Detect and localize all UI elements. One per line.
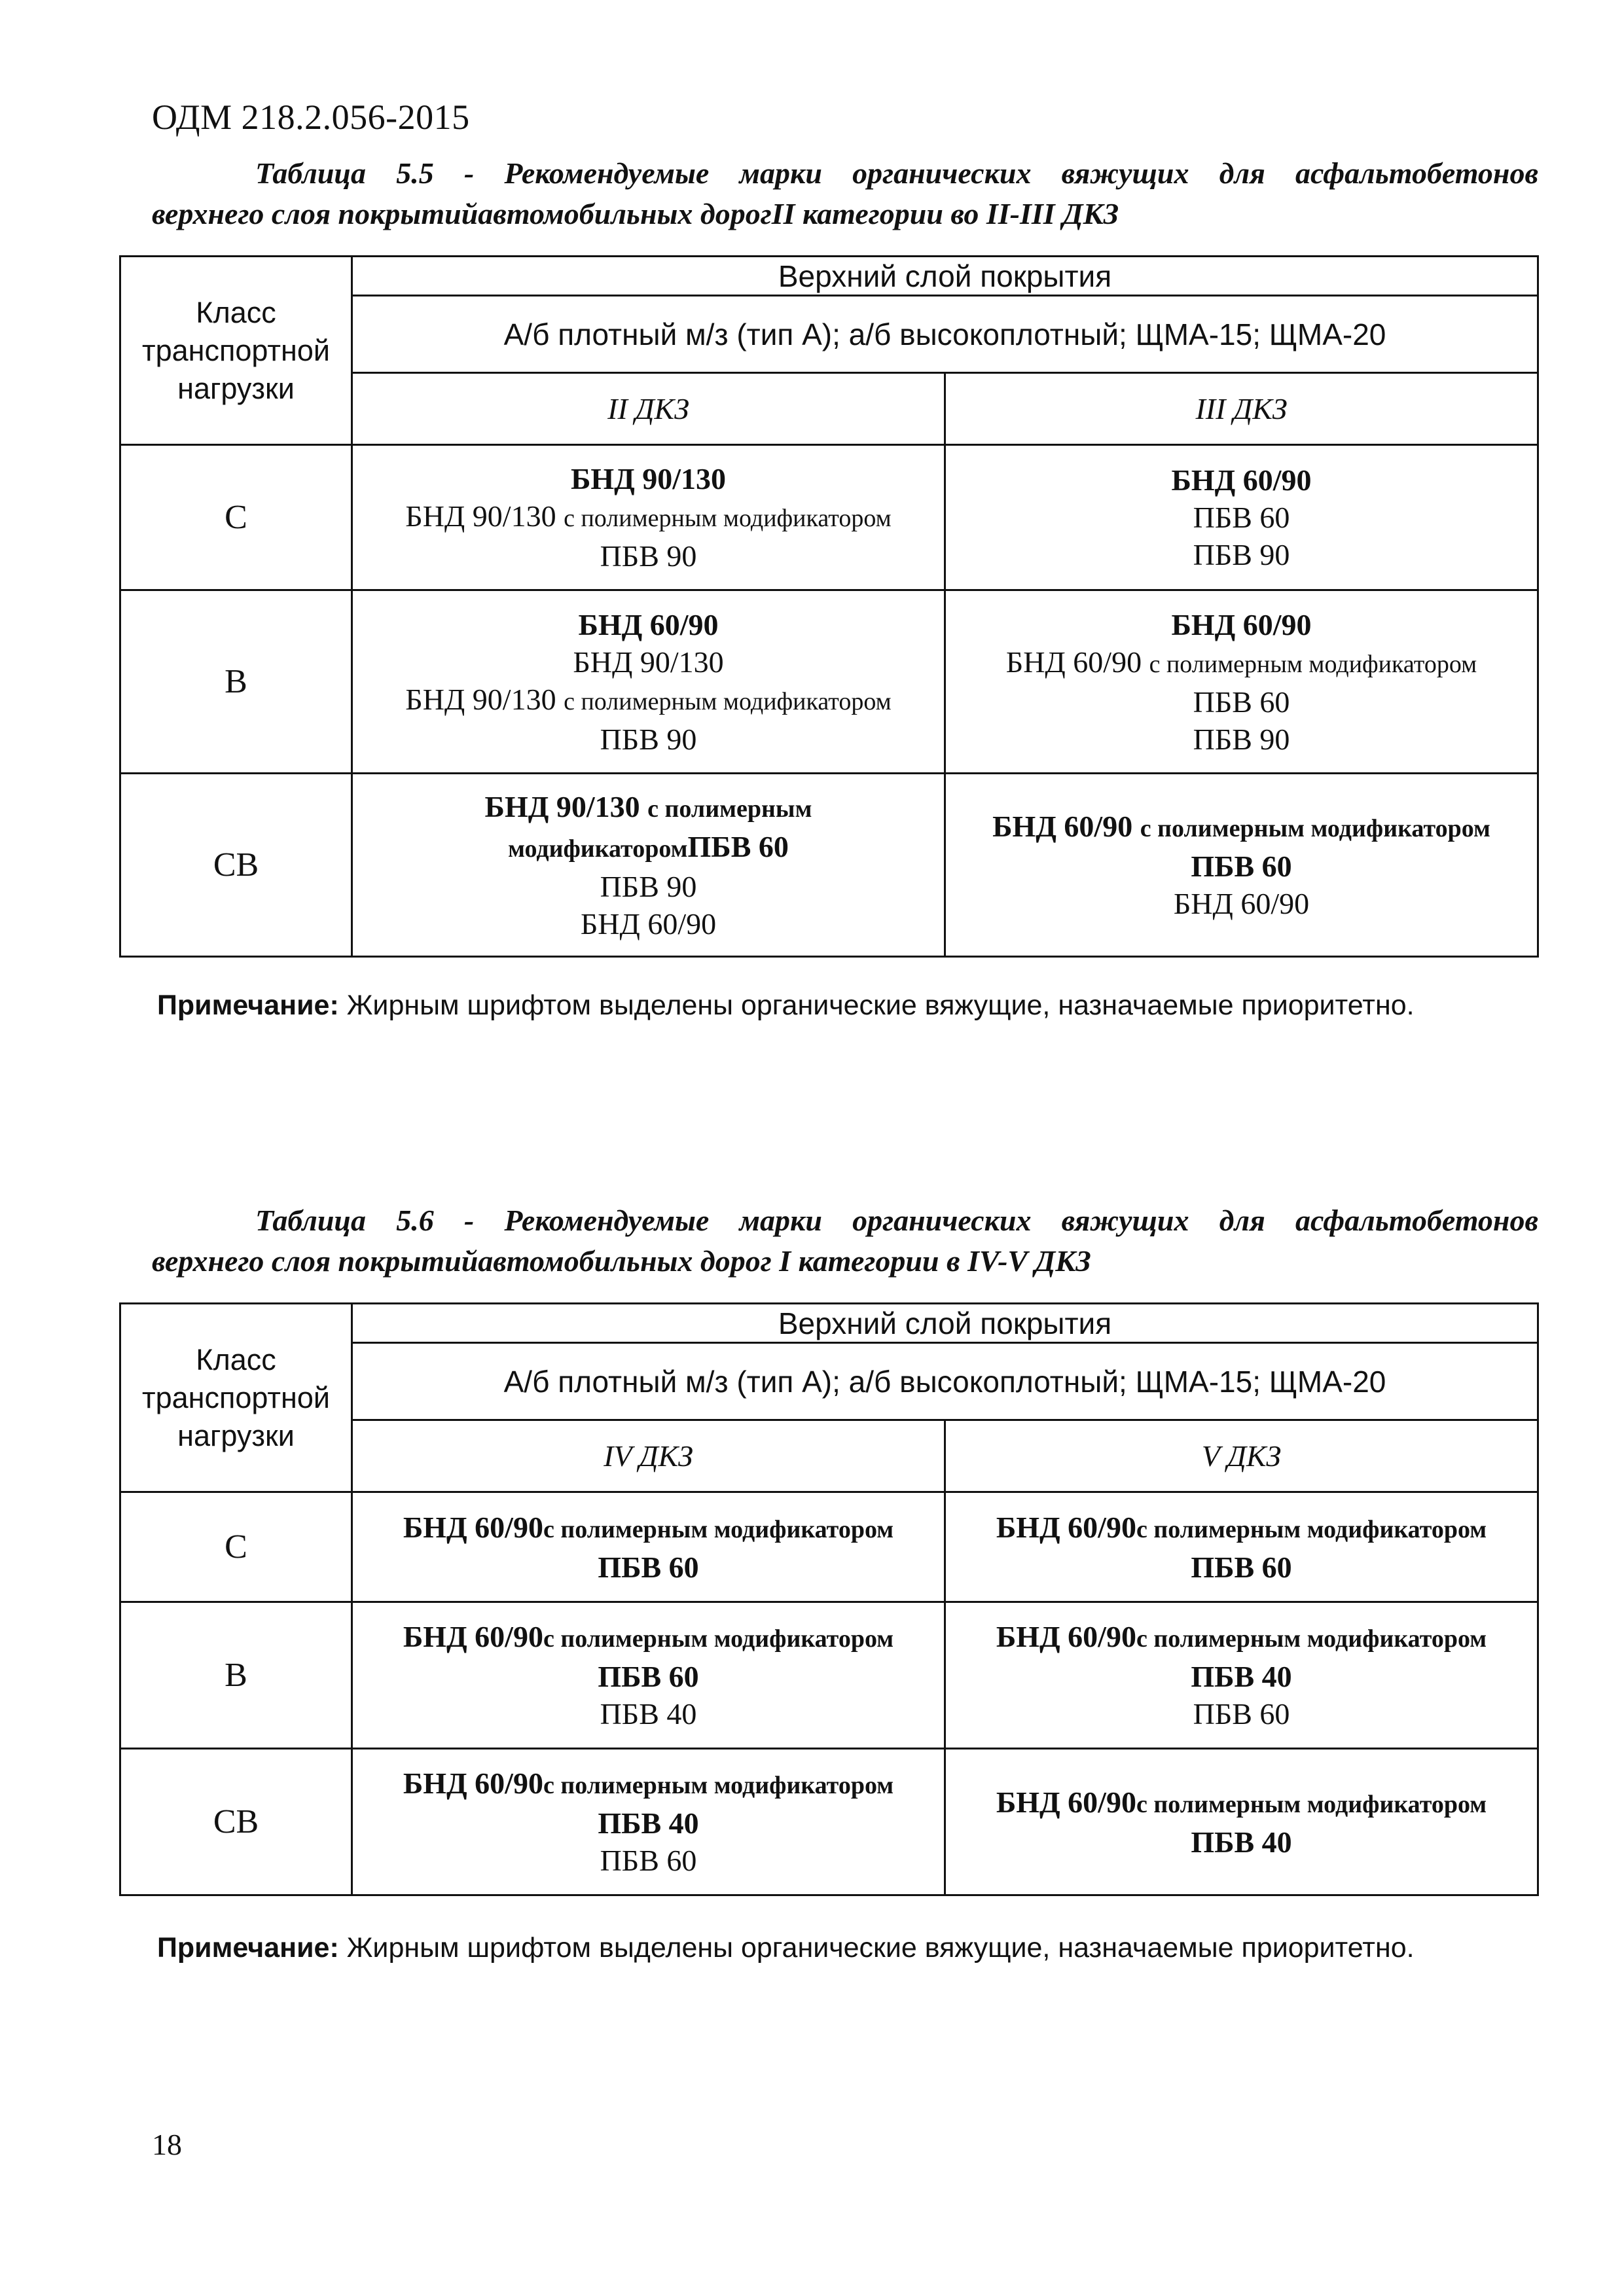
class-cell: С <box>120 445 352 590</box>
binder-line: ПБВ 90 <box>600 722 697 756</box>
binder-line: БНД 90/130 с полимерным модификатором <box>405 499 892 533</box>
binder-line: ПБВ 40 <box>600 1697 697 1731</box>
binder-line: БНД 60/90 <box>1171 607 1312 641</box>
binder-cell <box>352 1602 945 1749</box>
binder-line: ПБВ 90 <box>1193 538 1290 571</box>
class-cell: В <box>120 1602 352 1749</box>
class-cell: СВ <box>120 1749 352 1895</box>
table-5-6-note <box>157 1932 1415 1964</box>
table-5-5 <box>119 255 1539 958</box>
binder-line: ПБВ 90 <box>600 869 697 903</box>
mix-header: А/б плотный м/з (тип А); а/б высокоплотный; ЩМА-15; ЩМА-20 <box>352 296 1538 373</box>
page-number: 18 <box>152 2128 182 2161</box>
mix-header: А/б плотный м/з (тип А); а/б высокоплотный; ЩМА-15; ЩМА-20 <box>352 1343 1538 1420</box>
table-5-5-note <box>157 990 1415 1022</box>
binder-line: БНД 90/130 с полимерным <box>484 789 812 823</box>
binder-line: БНД 60/90с полимерным модификатором <box>996 1785 1487 1819</box>
binder-cell <box>945 590 1538 774</box>
column-header-1: IV ДКЗ <box>352 1420 945 1492</box>
table-row <box>120 445 1538 590</box>
binder-line: БНД 90/130 с полимерным модификатором <box>405 682 892 716</box>
binder-line: ПБВ 60 <box>1193 501 1290 534</box>
binder-line: БНД 60/90 с полимерным модификатором <box>992 810 1490 843</box>
column-header-2: III ДКЗ <box>945 373 1538 445</box>
binder-line: БНД 60/90 <box>578 607 719 641</box>
binder-line: модификаторомПБВ 60 <box>508 829 789 863</box>
binder-line: БНД 60/90с полимерным модификатором <box>403 1620 894 1653</box>
table-5-6-caption <box>152 1200 1538 1282</box>
binder-line: БНД 90/130 <box>570 462 727 495</box>
caption-line-1: Таблица 5.6 - Рекомендуемые марки органических вяжущих для асфальтобетонов <box>255 1204 1538 1237</box>
binder-line: ПБВ 40 <box>598 1806 699 1840</box>
binder-line: БНД 60/90 <box>1173 887 1310 920</box>
table-row <box>120 774 1538 957</box>
binder-cell <box>945 445 1538 590</box>
binder-cell <box>352 1749 945 1895</box>
binder-cell <box>945 1492 1538 1602</box>
caption-line-2: верхнего слоя покрытийавтомобильных дорогII категории во II-III ДКЗ <box>152 197 1119 230</box>
table-5-5-caption <box>152 153 1538 234</box>
binder-line: ПБВ 60 <box>1191 1550 1292 1584</box>
binder-line: ПБВ 60 <box>1193 685 1290 719</box>
class-cell: С <box>120 1492 352 1602</box>
top-header: Верхний слой покрытия <box>352 257 1538 296</box>
caption-line-1: Таблица 5.5 - Рекомендуемые марки органических вяжущих для асфальтобетонов <box>255 156 1538 190</box>
binder-line: ПБВ 60 <box>600 1844 697 1877</box>
binder-line: ПБВ 60 <box>598 1550 699 1584</box>
table-row <box>120 590 1538 774</box>
table-row <box>120 1492 1538 1602</box>
note-label: Примечание: <box>157 990 339 1021</box>
binder-cell <box>352 1492 945 1602</box>
binder-line: БНД 60/90с полимерным модификатором <box>403 1767 894 1800</box>
binder-line: БНД 60/90 с полимерным модификатором <box>1005 645 1477 679</box>
table-row <box>120 1602 1538 1749</box>
binder-cell <box>945 774 1538 957</box>
binder-line: ПБВ 60 <box>598 1660 699 1693</box>
binder-line: ПБВ 40 <box>1191 1660 1292 1693</box>
binder-line: БНД 60/90 <box>1171 463 1312 497</box>
class-header: Класс транспортной нагрузки <box>120 257 352 445</box>
binder-line: ПБВ 60 <box>1191 850 1292 883</box>
caption-line-2: верхнего слоя покрытийавтомобильных дорог I категории в IV-V ДКЗ <box>152 1244 1091 1278</box>
binder-line: БНД 90/130 <box>573 645 724 679</box>
class-cell: СВ <box>120 774 352 957</box>
binder-line: ПБВ 90 <box>600 539 697 573</box>
binder-line: ПБВ 40 <box>1191 1825 1292 1859</box>
binder-cell <box>352 590 945 774</box>
top-header: Верхний слой покрытия <box>352 1304 1538 1343</box>
class-header: Класс транспортной нагрузки <box>120 1304 352 1492</box>
binder-line: БНД 60/90 <box>580 906 717 941</box>
binder-line: БНД 60/90с полимерным модификатором <box>996 1510 1487 1544</box>
binder-line: БНД 60/90с полимерным модификатором <box>403 1510 894 1544</box>
binder-line: ПБВ 60 <box>1193 1697 1290 1731</box>
table-row <box>120 1749 1538 1895</box>
column-header-1: II ДКЗ <box>352 373 945 445</box>
column-header-2: V ДКЗ <box>945 1420 1538 1492</box>
note-text: Жирным шрифтом выделены органические вяжущие, назначаемые приоритетно. <box>338 990 1415 1021</box>
binder-line: ПБВ 90 <box>1193 722 1290 756</box>
binder-line: БНД 60/90с полимерным модификатором <box>996 1620 1487 1653</box>
table-5-6 <box>119 1302 1539 1896</box>
binder-cell <box>352 445 945 590</box>
binder-cell <box>352 774 945 957</box>
class-cell: В <box>120 590 352 774</box>
binder-cell <box>945 1602 1538 1749</box>
document-code: ОДМ 218.2.056-2015 <box>152 98 470 137</box>
note-label: Примечание: <box>157 1932 339 1964</box>
note-text: Жирным шрифтом выделены органические вяжущие, назначаемые приоритетно. <box>338 1932 1415 1964</box>
binder-cell <box>945 1749 1538 1895</box>
